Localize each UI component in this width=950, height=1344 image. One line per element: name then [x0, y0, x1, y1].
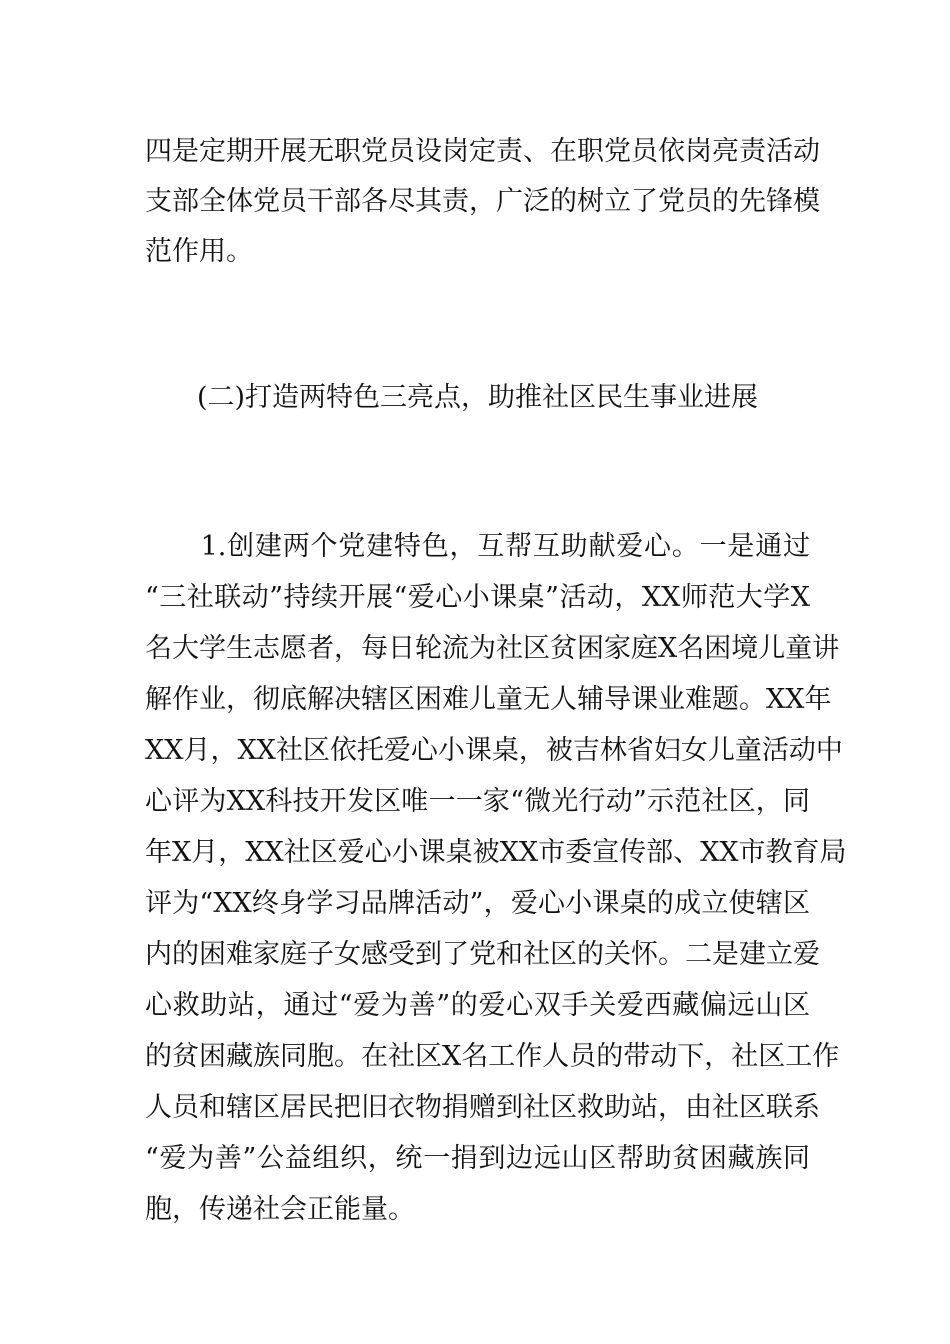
paragraph-2-line-9: 内的困难家庭子女感受到了党和社区的关怀。二是建立爱 [145, 939, 820, 970]
paragraph-1-line-2: 支部全体党员干部各尽其责，广泛的树立了党员的先锋模 [145, 186, 820, 217]
paragraph-2-line-2: “三社联动”持续开展“爱心小课桌”活动，XX师范大学X [145, 582, 810, 613]
paragraph-2-line-13: “爱为善”公益组织，统一捐到边远山区帮助贫困藏族同 [145, 1143, 810, 1174]
paragraph-1-line-3: 范作用。 [145, 236, 253, 267]
paragraph-2-line-4: 解作业，彻底解决辖区困难儿童无人辅导课业难题。XX年 [145, 684, 832, 715]
paragraph-2-line-12: 人员和辖区居民把旧衣物捐赠到社区救助站，由社区联系 [145, 1092, 820, 1123]
paragraph-2-line-8: 评为“XX终身学习品牌活动”，爱心小课桌的成立使辖区 [145, 888, 810, 919]
paragraph-2-line-3: 名大学生志愿者，每日轮流为社区贫困家庭X名困境儿童讲 [145, 633, 840, 664]
paragraph-2-line-6: 心评为XX科技开发区唯一一家“微光行动”示范社区，同 [145, 786, 810, 817]
paragraph-1-line-1: 四是定期开展无职党员设岗定责、在职党员依岗亮责活动 [145, 136, 820, 167]
paragraph-2-line-10: 心救助站，通过“爱为善”的爱心双手关爱西藏偏远山区 [145, 990, 810, 1021]
section-heading: (二)打造两特色三亮点，助推社区民生事业进展 [196, 382, 759, 413]
paragraph-2-line-7: 年X月，XX社区爱心小课桌被XX市委宣传部、XX市教育局 [145, 837, 847, 868]
paragraph-2-line-14: 胞，传递社会正能量。 [145, 1194, 415, 1225]
paragraph-2-line-11: 的贫困藏族同胞。在社区X名工作人员的带动下，社区工作 [145, 1041, 840, 1072]
paragraph-2-line-5: XX月，XX社区依托爱心小课桌，被吉林省妇女儿童活动中 [145, 735, 843, 766]
paragraph-2-line-1: 1.创建两个党建特色，互帮互助献爱心。一是通过 [145, 531, 810, 562]
